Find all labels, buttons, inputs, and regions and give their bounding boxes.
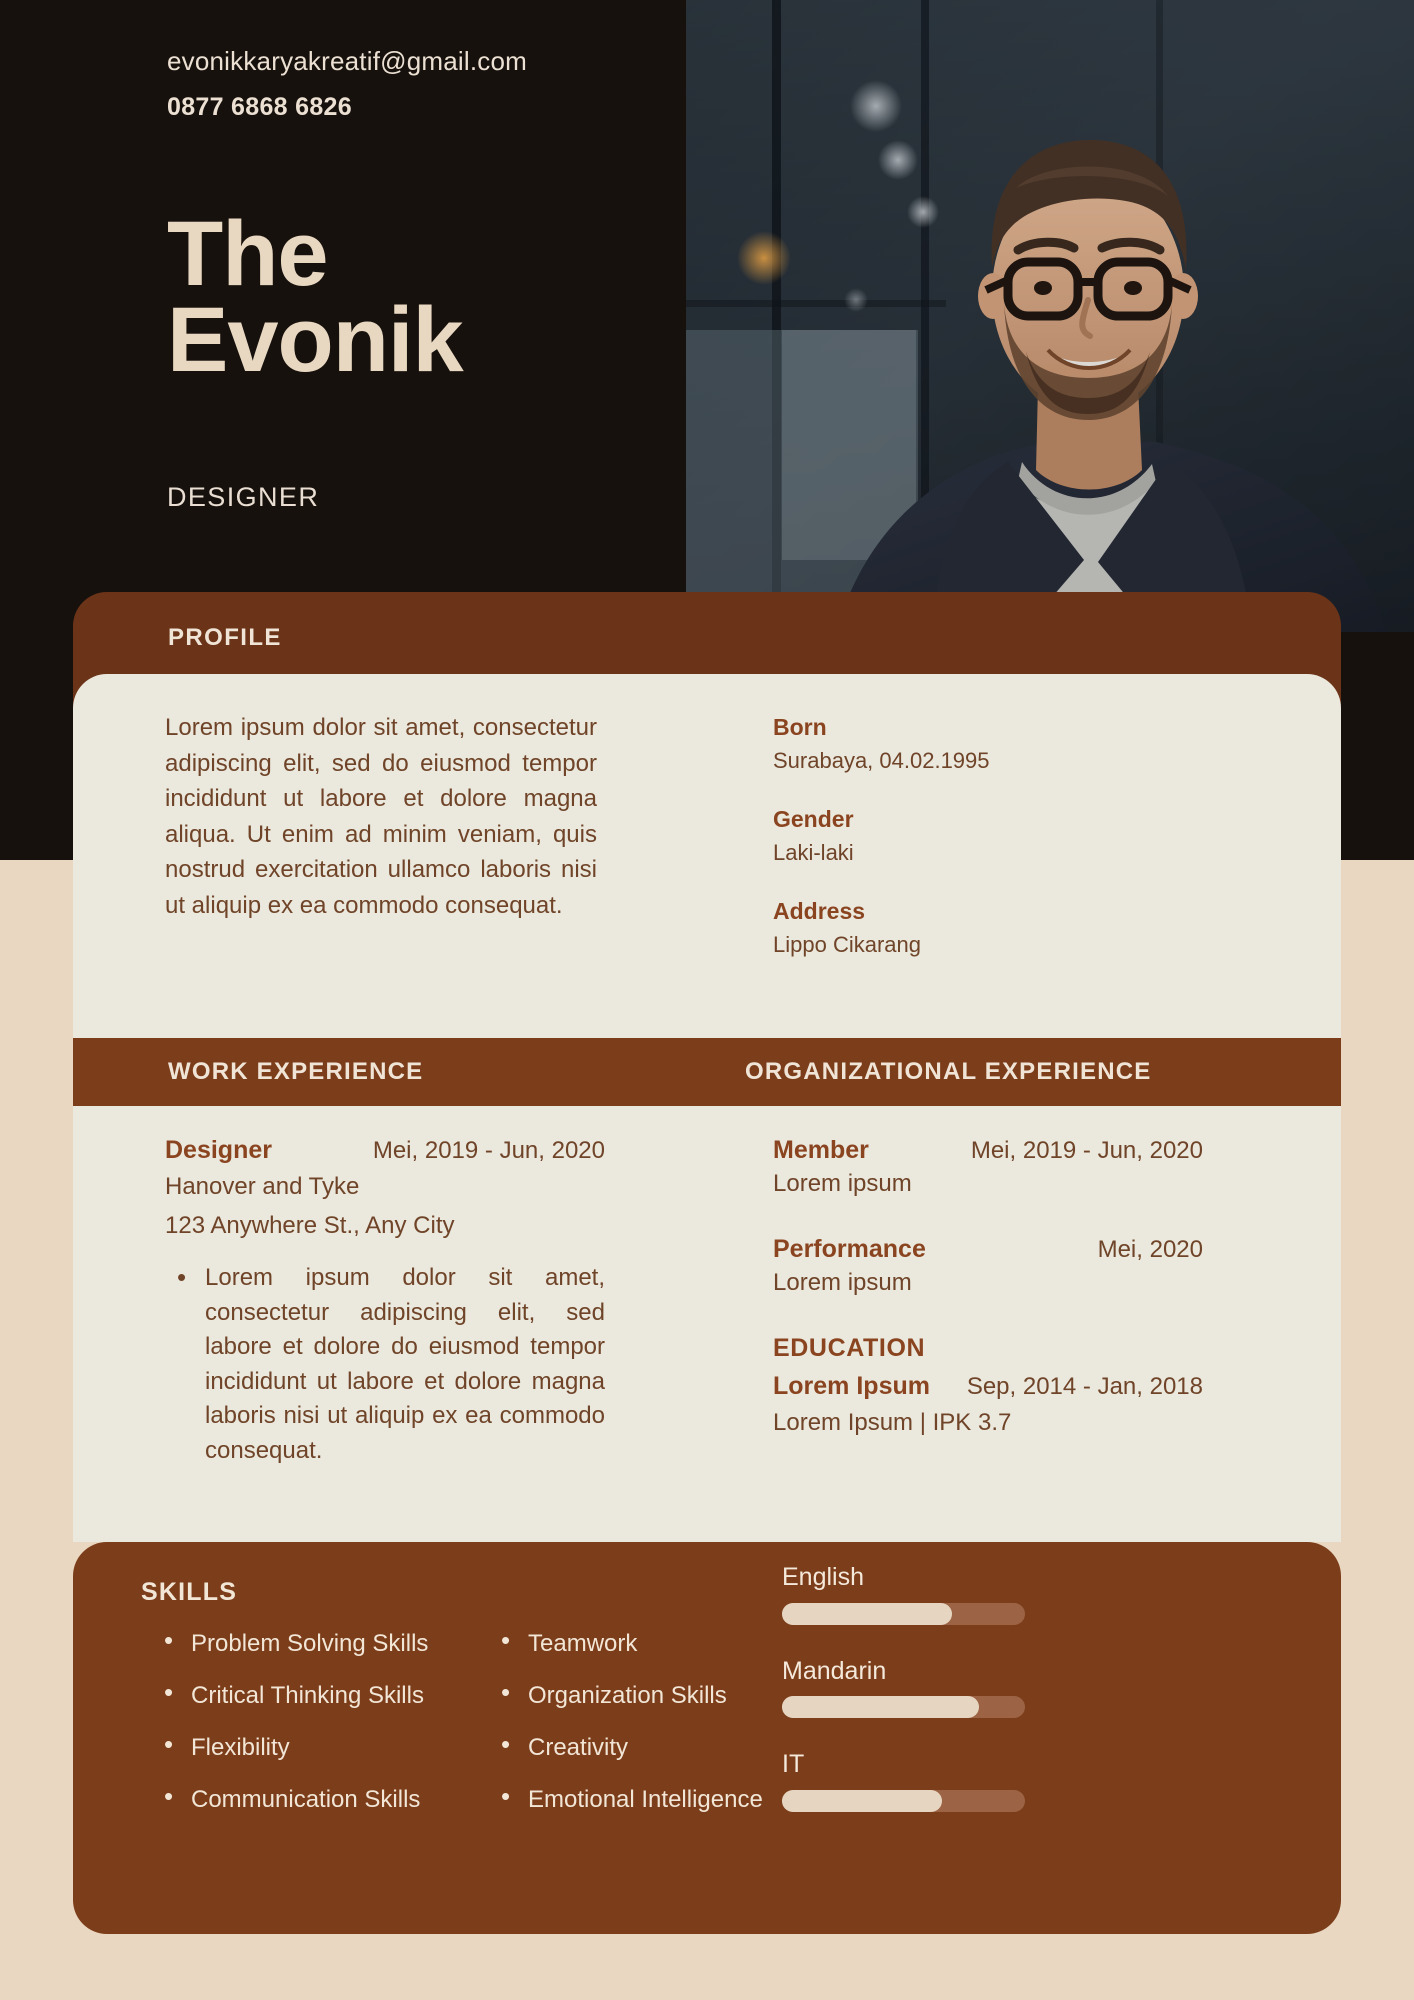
language-progress-track <box>782 1696 1025 1718</box>
work-job-row <box>165 1136 605 1165</box>
org-entry-performance <box>773 1235 1203 1300</box>
skill-item: • Emotional Intelligence <box>495 1788 798 1812</box>
info-value-gender: Laki-laki <box>773 839 854 865</box>
skill-item: • Organization Skills <box>495 1684 798 1708</box>
org-sub-member: Lorem ipsum <box>773 1170 912 1197</box>
profile-heading: PROFILE <box>168 624 282 651</box>
education-title: Lorem Ipsum <box>773 1372 930 1401</box>
organizational-experience-column <box>773 1136 1203 1440</box>
name-line-1: The <box>167 203 328 305</box>
profile-photo <box>686 0 1414 632</box>
work-job-date: Mei, 2019 - Jun, 2020 <box>372 1137 605 1164</box>
education-row <box>773 1372 1203 1401</box>
org-date-performance: Mei, 2020 <box>1097 1236 1203 1264</box>
language-label: Mandarin <box>782 1656 887 1685</box>
org-title-performance: Performance <box>773 1235 926 1264</box>
org-row-performance <box>773 1235 1203 1264</box>
skills-card <box>73 1542 1341 1934</box>
language-progress-fill <box>782 1603 952 1625</box>
work-experience-column <box>165 1136 605 1468</box>
profile-body-card <box>73 674 1341 1038</box>
contact-block <box>167 45 647 123</box>
language-item-mandarin <box>782 1658 1032 1719</box>
skill-item: • Creativity <box>495 1736 798 1760</box>
info-item-gender <box>773 804 1173 869</box>
info-item-address <box>773 896 1173 961</box>
organizational-experience-heading: ORGANIZATIONAL EXPERIENCE <box>745 1058 1152 1085</box>
skills-columns <box>158 1632 798 1812</box>
experience-body <box>73 1106 1341 1542</box>
language-item-english <box>782 1564 1032 1625</box>
work-bullet-list <box>165 1261 605 1468</box>
org-row-member <box>773 1136 1203 1165</box>
info-item-born <box>773 712 1173 777</box>
work-experience-heading: WORK EXPERIENCE <box>168 1058 424 1085</box>
language-progress-fill <box>782 1790 942 1812</box>
name-line-2: Evonik <box>167 288 463 391</box>
org-entry-member <box>773 1136 1203 1201</box>
org-title-member: Member <box>773 1136 869 1164</box>
org-date-member: Mei, 2019 - Jun, 2020 <box>970 1137 1203 1164</box>
education-heading: EDUCATION <box>773 1334 926 1363</box>
skill-item: • Problem Solving Skills <box>158 1632 461 1656</box>
skill-item: • Critical Thinking Skills <box>158 1684 461 1708</box>
info-value-born: Surabaya, 04.02.1995 <box>773 748 990 774</box>
contact-phone[interactable]: 0877 6868 6826 <box>167 92 352 121</box>
skill-item: • Flexibility <box>158 1736 461 1760</box>
job-role-subtitle: DESIGNER <box>167 482 320 512</box>
skills-column-1 <box>158 1632 461 1812</box>
skill-item: • Teamwork <box>495 1632 798 1656</box>
education-sub: Lorem Ipsum | IPK 3.7 <box>773 1409 1012 1437</box>
work-company: Hanover and Tyke <box>165 1173 360 1200</box>
language-label: IT <box>782 1750 805 1778</box>
skill-item: • Communication Skills <box>158 1788 461 1812</box>
work-address: 123 Anywhere St., Any City <box>165 1212 455 1240</box>
info-value-address: Lippo Cikarang <box>773 931 921 957</box>
info-label-gender: Gender <box>773 805 854 832</box>
work-bullet-item: • Lorem ipsum dolor sit amet, consectetur adipiscing elit, sed labore et dolore do eiusmod tempor incididunt ut labore et dolore magna laboris nisi ut aliquip ex ea commodo consequat. <box>205 1261 605 1468</box>
language-progress-track <box>782 1790 1025 1812</box>
skills-column-2 <box>495 1632 798 1812</box>
language-item-it <box>782 1751 1032 1812</box>
personal-info-list <box>773 712 1173 961</box>
org-sub-performance: Lorem ipsum <box>773 1269 912 1297</box>
education-block <box>773 1334 1203 1440</box>
work-job-title: Designer <box>165 1136 272 1164</box>
profile-summary-text: Lorem ipsum dolor sit amet, consectetur adipiscing elit, sed do eiusmod tempor incididunt ut labore et dolore magna aliqua. Ut enim ad minim veniam, quis nostrud exercitation ullamco laboris nisi ut aliquip ex ea commodo consequat. <box>165 714 597 919</box>
name-block <box>167 203 727 391</box>
language-progress-fill <box>782 1696 979 1718</box>
info-label-address: Address <box>773 897 866 924</box>
skills-heading: SKILLS <box>141 1578 238 1606</box>
language-proficiency-list <box>782 1564 1032 1812</box>
experience-header-band <box>73 1038 1341 1106</box>
education-date: Sep, 2014 - Jan, 2018 <box>966 1373 1203 1401</box>
contact-email[interactable]: evonikkaryakreatif@gmail.com <box>167 46 528 76</box>
language-progress-track <box>782 1603 1025 1625</box>
language-label: English <box>782 1563 864 1591</box>
info-label-born: Born <box>773 714 827 740</box>
